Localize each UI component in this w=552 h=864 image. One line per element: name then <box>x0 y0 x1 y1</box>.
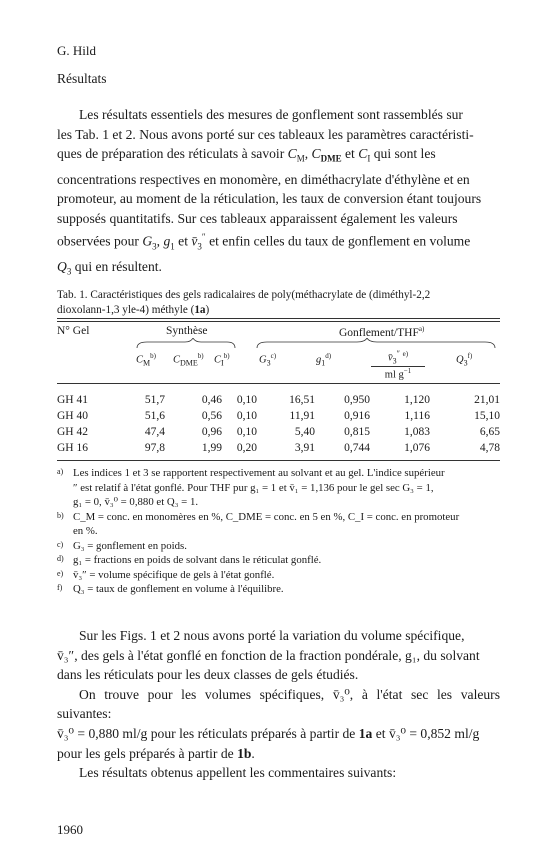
cell-g3: 16,51 <box>289 394 315 406</box>
intro-paragraph <box>57 105 500 282</box>
col-header-q3: $Q_3^{f)}$ <box>456 352 473 368</box>
intro-text: observées pour <box>57 233 139 249</box>
table-top-rule <box>57 318 500 319</box>
body-text: et v̄₃⁰ = 0,852 ml/g <box>375 725 480 741</box>
cell-gel: GH 40 <box>57 410 88 422</box>
intro-line: supposés quantitatifs. Sur ces tableaux apparaissent également les valeurs <box>57 210 458 226</box>
intro-text: qui sont les <box>373 146 436 162</box>
cell-ci: 0,10 <box>236 394 257 406</box>
cell-g1: 0,744 <box>344 442 370 454</box>
cell-q3: 21,01 <box>474 394 500 406</box>
cell-cm: 97,8 <box>144 442 165 454</box>
cell-g3: 11,91 <box>289 410 315 422</box>
running-header-author: G. Hild <box>57 43 96 58</box>
footnote-marker: a) <box>418 325 425 333</box>
page-number: 1960 <box>57 822 83 837</box>
caption-text: ) <box>205 304 210 316</box>
intro-line: $Q_3$ qui en résultent. <box>57 259 162 277</box>
footnote-text: C_M = conc. en monomères en %, C_DME = conc. en 5 en %, C_I = conc. en promoteur <box>73 510 460 523</box>
cell-ci: 0,10 <box>236 426 257 438</box>
footnote-text: G₃ = gonflement en poids. <box>73 539 187 552</box>
table-bottom-rule <box>57 460 500 461</box>
body-line: v̄₃″, des gels à l'état gonflé en fonction de la fraction pondérale, g₁, du solvant <box>57 647 480 663</box>
body-line <box>57 744 500 764</box>
col-header-g1: $g_1^{d)}$ <box>316 352 332 368</box>
col-header-cdme: $C_{DME}^{b)}$ <box>173 352 204 368</box>
body-paragraph-2 <box>57 626 500 783</box>
cell-g1: 0,916 <box>344 410 370 422</box>
brace-gonflement <box>257 338 495 348</box>
cell-v3: 1,083 <box>404 426 430 438</box>
footnote-c: c) G₃ = gonflement en poids. <box>57 539 187 552</box>
intro-line: les Tab. 1 et 2. Nous avons porté sur ces tableaux les paramètres caractéristi- <box>57 126 474 142</box>
col-header-ci: $C_I^{b)}$ <box>214 352 230 368</box>
caption-line <box>57 303 500 318</box>
cell-cm: 51,6 <box>144 410 165 422</box>
cell-gel: GH 16 <box>57 442 88 454</box>
cell-ci: 0,10 <box>236 410 257 422</box>
cell-g3: 5,40 <box>294 426 315 438</box>
group-header-gonflement <box>339 325 424 339</box>
body-text: . <box>251 745 255 761</box>
cell-g1: 0,950 <box>344 394 370 406</box>
body-line: On trouve pour les volumes spécifiques, v̄₃⁰, à l'état sec les valeurs suivantes: <box>57 686 500 722</box>
footnote-text: Les indices 1 et 3 se rapportent respectivement au solvant et au gel. L'indice supérieur <box>73 467 445 479</box>
col-header-gel: N° Gel <box>57 325 90 337</box>
caption-text: dioxolann-1,3 yle-4) méthyle ( <box>57 304 195 316</box>
footnote-a-cont <box>57 495 500 510</box>
header-braces <box>57 338 500 350</box>
footnote-text: g₁ = fractions en poids de solvant dans le réticulat gonflé. <box>73 554 322 566</box>
cell-g3: 3,91 <box>294 442 315 454</box>
body-line: dans les réticulats pour les deux classes de gels étudiés. <box>57 667 359 683</box>
caption-line: Tab. 1. Caractéristiques des gels radicalaires de poly(méthacrylate de (diméthyl-2,2 <box>57 289 431 301</box>
intro-text: et <box>178 233 188 249</box>
intro-text: ques de préparation des réticulats à savoir <box>57 146 285 162</box>
cell-gel: GH 41 <box>57 394 88 406</box>
footnote-a-cont <box>57 481 500 496</box>
cell-cdme: 1,99 <box>201 442 222 454</box>
cell-q3: 6,65 <box>479 426 500 438</box>
intro-text: qui en résultent. <box>74 259 162 275</box>
compound-label: 1a <box>194 304 206 316</box>
footnote-b-cont <box>57 524 500 539</box>
unit-label: ml g <box>384 369 404 381</box>
table-footnotes <box>57 466 500 597</box>
table-caption <box>57 288 500 318</box>
cell-v3: 1,120 <box>404 394 430 406</box>
intro-line: Les résultats essentiels des mesures de gonflement sont rassemblés sur <box>79 107 463 122</box>
footnote-b: b) C_M = conc. en monomères en %, C_DME = conc. en 5 en %, C_I = conc. en promoteur <box>57 510 460 523</box>
cell-cm: 51,7 <box>144 394 165 406</box>
footnote-text: Q₃ = taux de gonflement en volume à l'équilibre. <box>73 583 284 595</box>
brace-synthese <box>137 338 235 348</box>
intro-line: promoteur, au moment de la réticulation, les taux de conversion étant toujours <box>57 191 482 207</box>
compound-label: 1b <box>237 745 252 761</box>
footnote-a: a) Les indices 1 et 3 se rapportent respectivement au solvant et au gel. L'indice supérieur <box>57 467 445 479</box>
footnote-text: ″ est relatif à l'état gonflé. Pour THF pur g₁ = 1 et v̄₁ = 1,136 pour le gel sec G₃ = 1, <box>73 481 434 494</box>
intro-text: et <box>345 146 355 162</box>
table-row <box>57 424 500 440</box>
footnote-text: g₁ = 0, v̄₃⁰ = 0,880 et Q₃ = 1. <box>73 496 199 508</box>
footnote-f: f) Q₃ = taux de gonflement en volume à l'équilibre. <box>57 583 284 595</box>
table-row <box>57 392 500 408</box>
cell-gel: GH 42 <box>57 426 88 438</box>
group-label: Gonflement/THF <box>339 326 419 339</box>
body-text: v̄₃⁰ = 0,880 ml/g pour les réticulats préparés à partir de <box>57 725 356 741</box>
footnote-text: en %. <box>73 525 98 537</box>
compound-label: 1a <box>358 725 373 741</box>
cell-ci: 0,20 <box>236 442 257 454</box>
table-header-rule <box>57 383 500 384</box>
table-row <box>57 408 500 424</box>
footnote-text: v̄₃″ = volume spécifique de gels à l'état gonflé. <box>73 568 275 581</box>
cell-cdme: 0,96 <box>201 426 222 438</box>
col-header-g3: $G_3^{c)}$ <box>259 352 277 368</box>
cell-g1: 0,815 <box>344 426 370 438</box>
cell-cm: 47,4 <box>144 426 165 438</box>
table-row <box>57 440 500 456</box>
body-line: Sur les Figs. 1 et 2 nous avons porté la variation du volume spécifique, <box>79 628 465 643</box>
footnote-e: e) v̄₃″ = volume spécifique de gels à l'état gonflé. <box>57 568 275 581</box>
body-text: pour les gels préparés à partir de <box>57 745 234 761</box>
cell-cdme: 0,46 <box>201 394 222 406</box>
body-line <box>57 724 500 744</box>
col-header-v3: $v̄_3''$ $^{e)}$ ml $g^{-1}$ <box>371 349 425 380</box>
section-title: Résultats <box>57 71 107 86</box>
cell-v3: 1,116 <box>404 410 430 422</box>
cell-q3: 15,10 <box>474 410 500 422</box>
intro-line: concentrations respectives en monomère, en diméthacrylate d'éthylène et en <box>57 171 470 187</box>
intro-line: ques de préparation des réticulats à savoir $C_M$, $C_{DME}$ et $C_I$ qui sont les <box>57 146 436 164</box>
cell-q3: 4,78 <box>479 442 500 454</box>
footnote-d: d) g₁ = fractions en poids de solvant dans le réticulat gonflé. <box>57 554 322 566</box>
intro-line: observées pour $G_3$, $g_1$ et $v̄_3''$ et enfin celles du taux de gonflement en volume <box>57 232 471 252</box>
intro-text: et enfin celles du taux de gonflement en volume <box>209 233 471 249</box>
body-line: Les résultats obtenus appellent les commentaires suivants: <box>79 765 397 781</box>
cell-v3: 1,076 <box>404 442 430 454</box>
group-header-synthese: Synthèse <box>166 325 208 337</box>
col-header-cm: $C_M^{b)}$ <box>136 352 156 368</box>
data-table <box>57 392 500 456</box>
cell-cdme: 0,56 <box>201 410 222 422</box>
table-top-rule <box>57 321 500 322</box>
